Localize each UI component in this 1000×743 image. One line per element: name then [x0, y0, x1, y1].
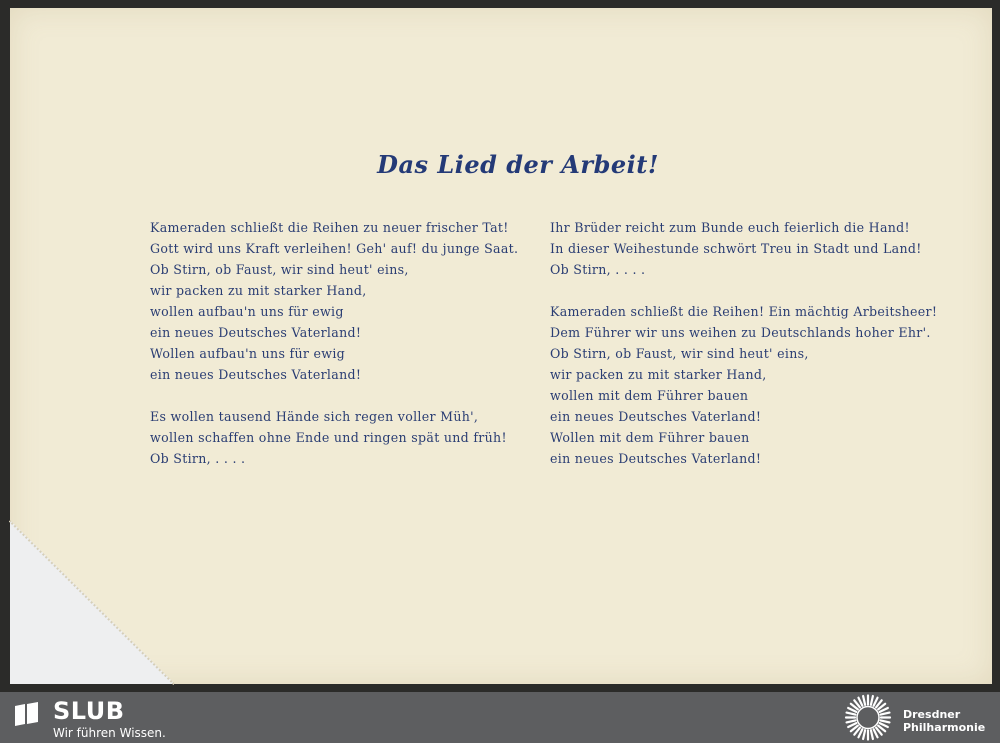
verse-line: Wollen aufbau'n uns für ewig — [150, 346, 346, 361]
verse-line: Ihr Brüder reicht zum Bunde euch feierlich die Hand! — [550, 220, 910, 235]
slub-tagline: Wir führen Wissen. — [53, 726, 166, 740]
slub-logo-text[interactable]: SLUB — [53, 697, 125, 725]
verse-column-left — [150, 217, 519, 469]
verse-line: Kameraden schließt die Reihen zu neuer frischer Tat! — [150, 220, 509, 235]
verse-line: Gott wird uns Kraft verleihen! Geh' auf! du junge Saat. — [150, 241, 519, 256]
verse-line: wir packen zu mit starker Hand, — [550, 367, 767, 382]
stanza-gap — [150, 385, 510, 406]
verse-line: wir packen zu mit starker Hand, — [150, 283, 367, 298]
verse-line: ein neues Deutsches Vaterland! — [550, 451, 762, 466]
book-icon[interactable] — [13, 702, 40, 726]
verse-line: Kameraden schließt die Reihen! Ein mächtig Arbeitsheer! — [550, 304, 938, 319]
verse-line: In dieser Weihestunde schwört Treu in Stadt und Land! — [550, 241, 922, 256]
verse-line: ein neues Deutsches Vaterland! — [150, 325, 362, 340]
song-title: Das Lied der Arbeit! — [377, 150, 659, 179]
partner-name-line2: Philharmonie — [903, 721, 986, 734]
verse-line: Dem Führer wir uns weihen zu Deutschlands hoher Ehr'. — [550, 325, 931, 340]
verse-line: Ob Stirn, . . . . — [150, 451, 246, 466]
verse-line: ein neues Deutsches Vaterland! — [550, 409, 762, 424]
verse-line: Ob Stirn, ob Faust, wir sind heut' eins, — [550, 346, 809, 361]
sunburst-logo-icon[interactable] — [842, 694, 894, 741]
verse-column-right — [550, 217, 938, 469]
verse-line: ein neues Deutsches Vaterland! — [150, 367, 362, 382]
verse-line: wollen schaffen ohne Ende und ringen spät und früh! — [150, 430, 507, 445]
verse-line: Wollen mit dem Führer bauen — [550, 430, 750, 445]
verse-line: wollen mit dem Führer bauen — [550, 388, 749, 403]
verse-line: Ob Stirn, ob Faust, wir sind heut' eins, — [150, 262, 409, 277]
verse-line: Ob Stirn, . . . . — [550, 262, 646, 277]
verse-line: Es wollen tausend Hände sich regen voller Müh', — [150, 409, 479, 424]
partner-name-line1: Dresdner — [903, 708, 961, 721]
stanza-gap — [550, 280, 910, 301]
partner-logo-text[interactable] — [903, 708, 985, 734]
verse-line: wollen aufbau'n uns für ewig — [150, 304, 344, 319]
